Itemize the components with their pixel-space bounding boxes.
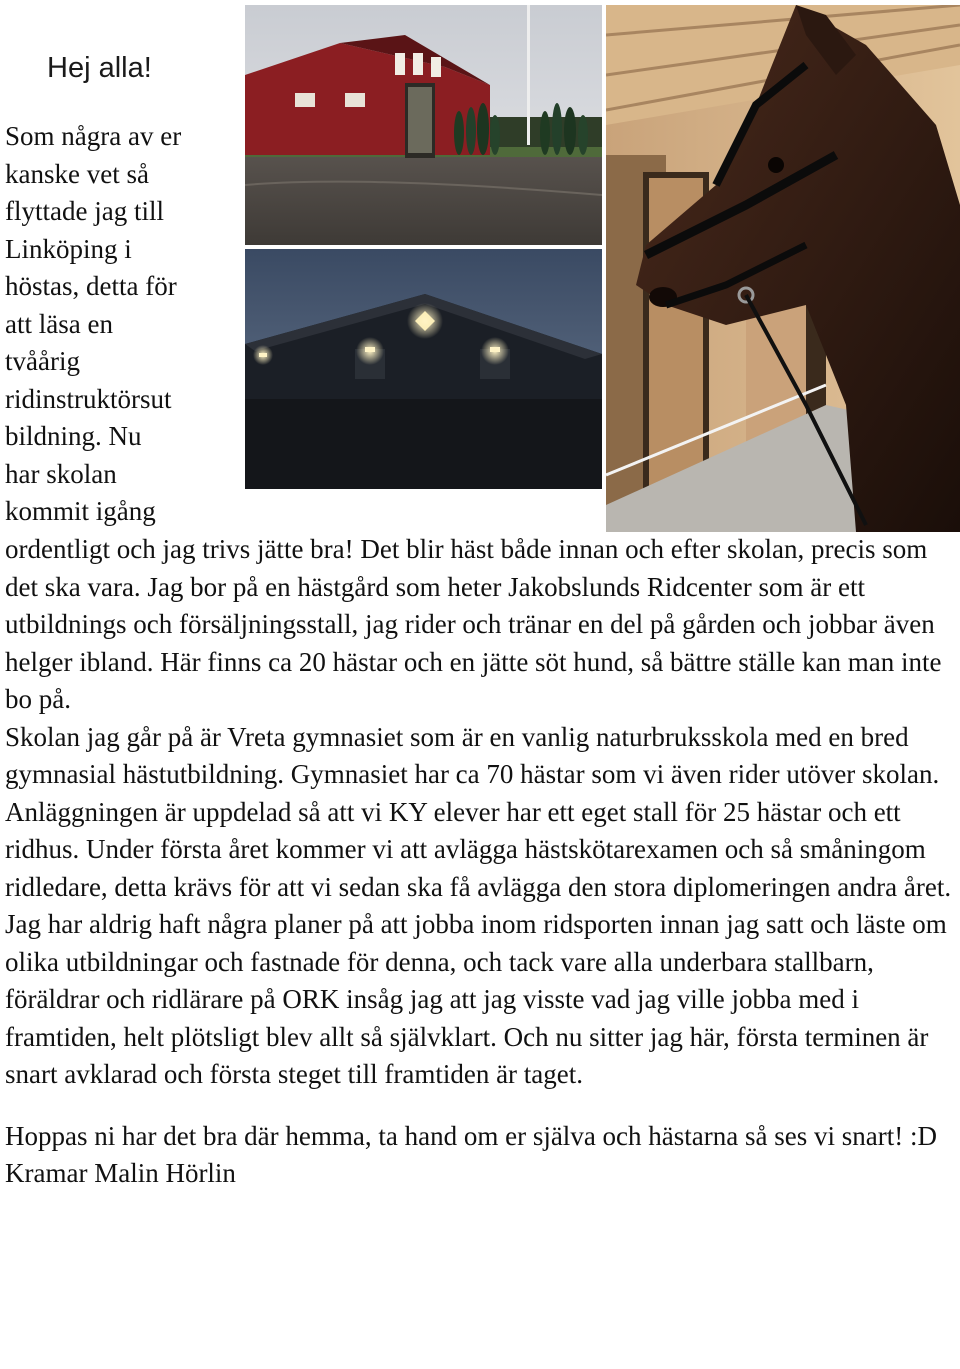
greeting-heading: Hej alla! bbox=[47, 52, 152, 84]
intro-line: Linköping i bbox=[5, 233, 132, 264]
intro-line: bildning. Nu bbox=[5, 421, 142, 451]
intro-line: tvåårig bbox=[5, 346, 80, 376]
intro-line: kommit igång bbox=[5, 496, 156, 526]
signature-line: Kramar Malin Hörlin bbox=[5, 1158, 236, 1188]
intro-line: att läsa en bbox=[5, 308, 113, 339]
intro-line: flyttade jag till bbox=[5, 196, 164, 226]
paragraph: Skolan jag går på är Vreta gymnasiet som är en vanlig naturbruksskola med en bred gymnasial hästutbildning. Gymnasiet har ca 70 hästar som vi även rider utöver skolan. Anläggningen är uppdelad så att vi KY elever har ett eget stall för 25 hästar och ett ridhus. Under första året kommer vi att avlägga hästskötarexamen och så småningom ridledare, detta krävs för att vi sedan ska få avlägga den stora diplomeringen andra året. bbox=[5, 721, 952, 902]
photo-barn-night bbox=[245, 249, 602, 489]
intro-line: har skolan bbox=[5, 458, 117, 489]
photo-horse-stable bbox=[606, 5, 960, 532]
intro-line: ridinstruktörsut bbox=[5, 383, 172, 414]
paragraph: Jag har aldrig haft några planer på att jobba inom ridsporten innan jag satt och läste om olika utbildningar och fastnade för denna, och tack vare alla underbara stallbarn, föräldrar och ridlärare på ORK insåg jag att jag visste vad jag ville jobba med i framtiden, helt plötsligt blev allt så självklart. Och nu sitter jag här, första terminen är snart avklarad och första steget till framtiden är taget. bbox=[5, 909, 947, 1089]
intro-line: Som några av er bbox=[5, 121, 182, 151]
paragraph: ordentligt och jag trivs jätte bra! Det blir häst både innan och efter skolan, precis som det ska vara. Jag bor på en hästgård som heter Jakobslunds Ridcenter som är ett utbildnings och försäljningsstall, jag rider och tränar en del på gården och jobbar även helger ibland. Här finns ca 20 hästar och en jätte söt hund, så bättre ställe kan man inte bo på. bbox=[5, 534, 942, 714]
intro-line: kanske vet så bbox=[5, 158, 149, 189]
closing-paragraph: Hoppas ni har det bra där hemma, ta hand om er själva och hästarna så ses vi snart! :D bbox=[5, 1120, 937, 1151]
photo-red-barn-day bbox=[245, 5, 602, 245]
intro-line: höstas, detta för bbox=[5, 271, 177, 301]
letter-body bbox=[5, 531, 955, 1193]
intro-text bbox=[5, 118, 237, 531]
